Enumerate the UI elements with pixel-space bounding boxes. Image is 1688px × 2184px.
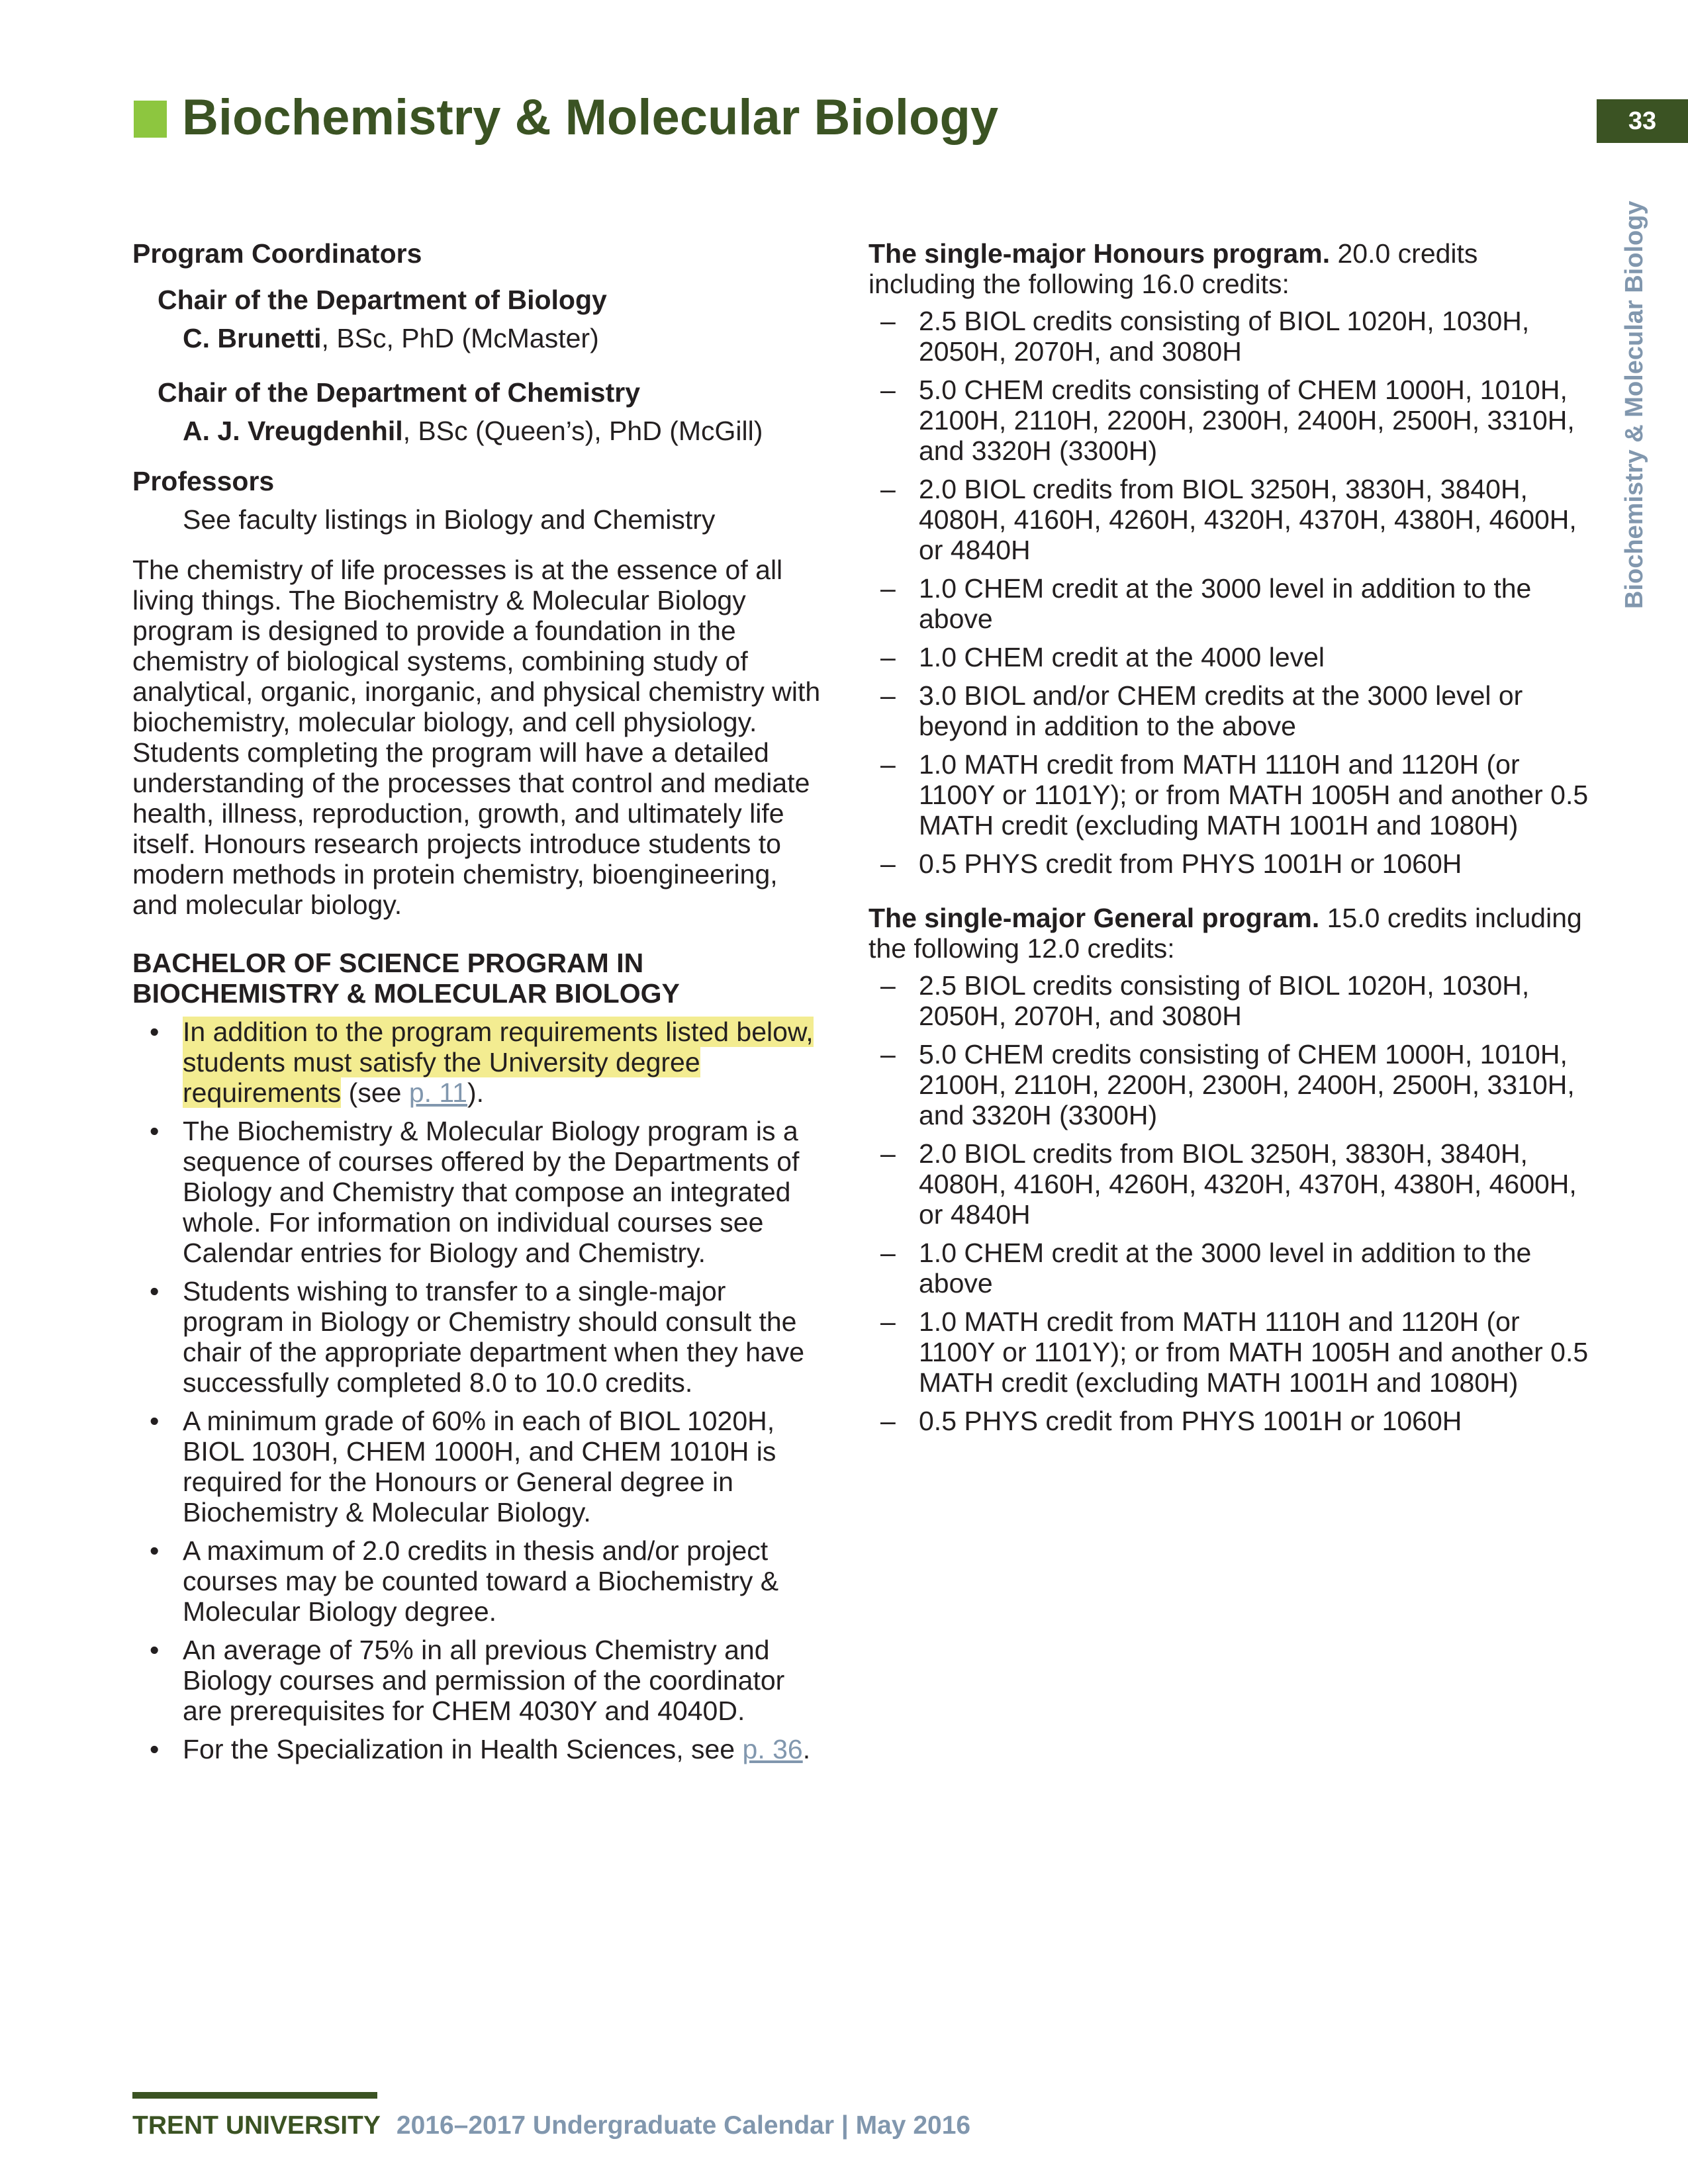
- professors-heading: Professors: [132, 466, 275, 496]
- title-accent-square: [134, 101, 167, 138]
- bullet-dot: •: [150, 1535, 160, 1566]
- bullet-text: A minimum grade of 60% in each of BIOL 1020H, BIOL 1030H, CHEM 1000H, and CHEM 1010H is required for the Honours or General degree in Biochemistry & Molecular Biology.: [183, 1406, 776, 1527]
- right-column: [868, 238, 1590, 1444]
- page-36-link[interactable]: p. 36: [742, 1734, 803, 1764]
- dash-marker: –: [880, 573, 896, 604]
- footer-rule: [132, 2092, 377, 2099]
- intro-paragraph: The chemistry of life processes is at the essence of all living things. The Biochemistry & Molecular Biology program is designed to provide a foundation in the chemistry of biological systems, combining study of analytical, organic, inorganic, and physical chemistry with biochemistry, molecular biology, and cell physiology. Students completing the program will have a detailed understanding of the processes that control and mediate health, illness, reproduction, growth, and ultimately life itself. Honours research projects introduce students to modern methods in protein chemistry, bioengineering, and molecular biology.: [132, 555, 821, 920]
- general-program-text: 15.0 credits including the following 12.0 credits:: [868, 903, 1582, 964]
- bullet-item: [132, 1734, 827, 1764]
- footer-university: TRENT UNIVERSITY: [132, 2111, 381, 2140]
- requirement-text: 5.0 CHEM credits consisting of CHEM 1000H, 1010H, 2100H, 2110H, 2200H, 2300H, 2400H, 2500H, 3310H, and 3320H (3300H): [919, 1039, 1575, 1130]
- requirement-item: [868, 306, 1590, 367]
- requirement-text: 1.0 CHEM credit at the 3000 level in addition to the above: [919, 1238, 1532, 1298]
- requirement-text: 2.5 BIOL credits consisting of BIOL 1020H, 1030H, 2050H, 2070H, and 3080H: [919, 970, 1530, 1031]
- bullet-item: [132, 1017, 827, 1108]
- left-column: [132, 238, 827, 1772]
- bullet-text: ).: [467, 1077, 485, 1108]
- dash-marker: –: [880, 375, 896, 405]
- general-program-label: The single-major General program.: [868, 903, 1320, 933]
- chemistry-chair-credentials: , BSc (Queen’s), PhD (McGill): [402, 416, 763, 446]
- requirement-text: 1.0 MATH credit from MATH 1110H and 1120H (or 1100Y or 1101Y); or from MATH 1005H and another 0.5 MATH credit (excluding MATH 1001H and 1080H): [919, 1306, 1589, 1398]
- requirement-item: [868, 375, 1590, 466]
- requirement-item: [868, 680, 1590, 741]
- requirement-item: [868, 848, 1590, 879]
- dash-marker: –: [880, 1238, 896, 1268]
- requirement-text: 3.0 BIOL and/or CHEM credits at the 3000 level or beyond in addition to the above: [919, 680, 1523, 741]
- side-section-label: Biochemistry & Molecular Biology: [1620, 201, 1648, 609]
- bullet-text: The Biochemistry & Molecular Biology program is a sequence of courses offered by the Departments of Biology and Chemistry that compose an integrated whole. For information on individual courses see Calendar entries for Biology and Chemistry.: [183, 1116, 800, 1268]
- highlighted-text: In addition to the program requirements listed below, students must satisfy the University degree requirements: [183, 1017, 814, 1108]
- general-requirements-list: [868, 970, 1590, 1436]
- dash-marker: –: [880, 642, 896, 672]
- bullet-item: [132, 1406, 827, 1527]
- footer-calendar: 2016–2017 Undergraduate Calendar | May 2016: [396, 2111, 971, 2140]
- page-number-badge: 33: [1597, 99, 1688, 143]
- dash-marker: –: [880, 306, 896, 336]
- coordinators-heading: Program Coordinators: [132, 238, 422, 269]
- dash-marker: –: [880, 1039, 896, 1069]
- requirement-text: 5.0 CHEM credits consisting of CHEM 1000H, 1010H, 2100H, 2110H, 2200H, 2300H, 2400H, 2500H, 3310H, and 3320H (3300H): [919, 375, 1575, 466]
- biology-chair-credentials: , BSc, PhD (McMaster): [321, 323, 599, 353]
- bullet-dot: •: [150, 1734, 160, 1764]
- chemistry-chair-person: [183, 416, 827, 446]
- biology-chair-title: Chair of the Department of Biology: [158, 285, 607, 315]
- bullet-item: [132, 1635, 827, 1726]
- dash-marker: –: [880, 1306, 896, 1337]
- requirement-text: 2.0 BIOL credits from BIOL 3250H, 3830H, 3840H, 4080H, 4160H, 4260H, 4320H, 4370H, 4380H, 4600H, or 4840H: [919, 474, 1577, 565]
- requirement-item: [868, 642, 1590, 672]
- requirement-text: 2.0 BIOL credits from BIOL 3250H, 3830H, 3840H, 4080H, 4160H, 4260H, 4320H, 4370H, 4380H, 4600H, or 4840H: [919, 1138, 1577, 1230]
- bullet-text: Students wishing to transfer to a single-major program in Biology or Chemistry should consult the chair of the appropriate department when they have successfully completed 8.0 to 10.0 credits.: [183, 1276, 805, 1398]
- professors-text: See faculty listings in Biology and Chemistry: [183, 504, 716, 535]
- bsc-section-heading: BACHELOR OF SCIENCE PROGRAM IN BIOCHEMISTRY & MOLECULAR BIOLOGY: [132, 948, 680, 1009]
- requirement-item: [868, 573, 1590, 634]
- dash-marker: –: [880, 848, 896, 879]
- bullet-text: A maximum of 2.0 credits in thesis and/or project courses may be counted toward a Biochemistry & Molecular Biology degree.: [183, 1535, 779, 1627]
- requirement-text: 1.0 MATH credit from MATH 1110H and 1120H (or 1100Y or 1101Y); or from MATH 1005H and another 0.5 MATH credit (excluding MATH 1001H and 1080H): [919, 749, 1589, 841]
- biology-chair-name: C. Brunetti: [183, 323, 322, 353]
- requirement-text: 1.0 CHEM credit at the 3000 level in addition to the above: [919, 573, 1532, 634]
- honours-requirements-list: [868, 306, 1590, 879]
- dash-marker: –: [880, 474, 896, 504]
- bullet-text: For the Specialization in Health Sciences, see: [183, 1734, 743, 1764]
- requirement-text: 1.0 CHEM credit at the 4000 level: [919, 642, 1325, 672]
- bullet-dot: •: [150, 1635, 160, 1665]
- bullet-text: .: [802, 1734, 811, 1764]
- honours-program-label: The single-major Honours program.: [868, 238, 1331, 269]
- dash-marker: –: [880, 1406, 896, 1436]
- requirement-item: [868, 1406, 1590, 1436]
- dash-marker: –: [880, 970, 896, 1001]
- bullet-text: An average of 75% in all previous Chemistry and Biology courses and permission of the coordinator are prerequisites for CHEM 4030Y and 4040D.: [183, 1635, 785, 1726]
- honours-program-text: 20.0 credits including the following 16.0 credits:: [868, 238, 1478, 299]
- biology-chair-person: [183, 323, 827, 353]
- bullet-dot: •: [150, 1276, 160, 1306]
- requirement-item: [868, 1306, 1590, 1398]
- requirement-text: 2.5 BIOL credits consisting of BIOL 1020H, 1030H, 2050H, 2070H, and 3080H: [919, 306, 1530, 367]
- dash-marker: –: [880, 749, 896, 780]
- requirement-item: [868, 1039, 1590, 1130]
- bullet-item: [132, 1276, 827, 1398]
- bullet-dot: •: [150, 1116, 160, 1146]
- dash-marker: –: [880, 680, 896, 711]
- bsc-bullet-list: [132, 1017, 827, 1764]
- dash-marker: –: [880, 1138, 896, 1169]
- bullet-dot: •: [150, 1017, 160, 1047]
- honours-program-intro: [868, 238, 1590, 299]
- bullet-item: [132, 1116, 827, 1268]
- requirement-item: [868, 474, 1590, 565]
- bullet-dot: •: [150, 1406, 160, 1436]
- general-program-intro: [868, 903, 1590, 964]
- page-11-link[interactable]: p. 11: [408, 1077, 467, 1108]
- chemistry-chair-title: Chair of the Department of Chemistry: [158, 377, 640, 408]
- requirement-item: [868, 749, 1590, 841]
- bullet-text: (see: [341, 1077, 409, 1108]
- bullet-item: [132, 1535, 827, 1627]
- requirement-item: [868, 1238, 1590, 1298]
- requirement-text: 0.5 PHYS credit from PHYS 1001H or 1060H: [919, 848, 1462, 879]
- footer: [132, 2111, 970, 2140]
- requirement-text: 0.5 PHYS credit from PHYS 1001H or 1060H: [919, 1406, 1462, 1436]
- requirement-item: [868, 1138, 1590, 1230]
- requirement-item: [868, 970, 1590, 1031]
- page-title: Biochemistry & Molecular Biology: [182, 89, 999, 146]
- chemistry-chair-name: A. J. Vreugdenhil: [183, 416, 403, 446]
